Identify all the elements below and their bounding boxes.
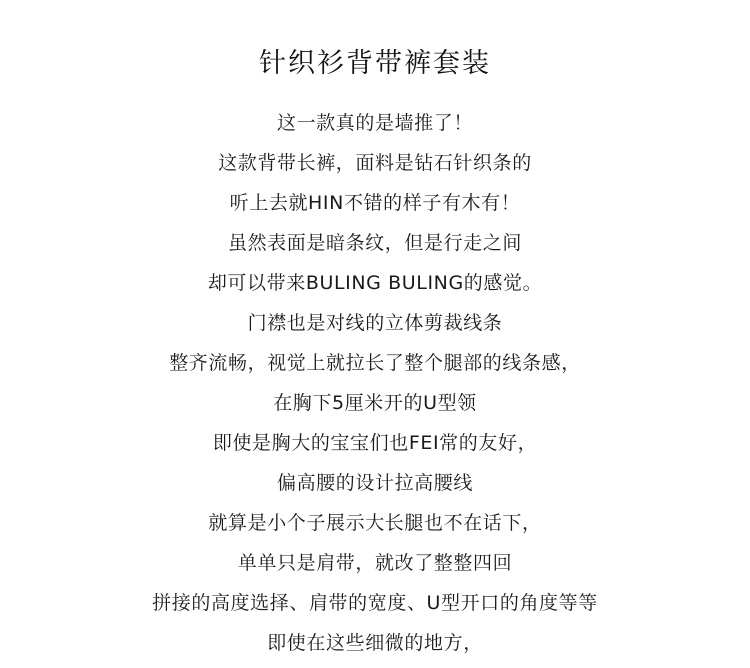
text-line: 偏高腰的设计拉高腰线	[276, 472, 473, 494]
text-line: 拼接的高度选择、肩带的宽度、U型开口的角度等等	[152, 592, 598, 614]
text-line: 就算是小个子展示大长腿也不在话下，	[208, 512, 542, 534]
text-line: 这款背带长裤，面料是钻石针织条的	[218, 152, 532, 174]
text-line: 门襟也是对线的立体剪裁线条	[247, 312, 503, 334]
text-line: 在胸下5厘米开的U型领	[273, 392, 477, 414]
text-line: 单单只是肩带，就改了整整四回	[237, 552, 513, 574]
text-line: 虽然表面是暗条纹，但是行走之间	[227, 232, 522, 254]
description-text	[0, 103, 750, 663]
text-line: 听上去就HIN不错的样子有木有！	[229, 192, 521, 214]
text-line: 即使是胸大的宝宝们也FEI常的友好，	[212, 432, 538, 454]
text-line: 整齐流畅，视觉上就拉长了整个腿部的线条感，	[169, 352, 581, 374]
text-line: 即使在这些细微的地方，	[267, 632, 483, 654]
page-title: 针织衫背带裤套装	[259, 48, 491, 80]
text-line: 却可以带来BULING BULING的感觉。	[207, 272, 543, 294]
text-line: 这一款真的是墙推了！	[276, 112, 473, 134]
